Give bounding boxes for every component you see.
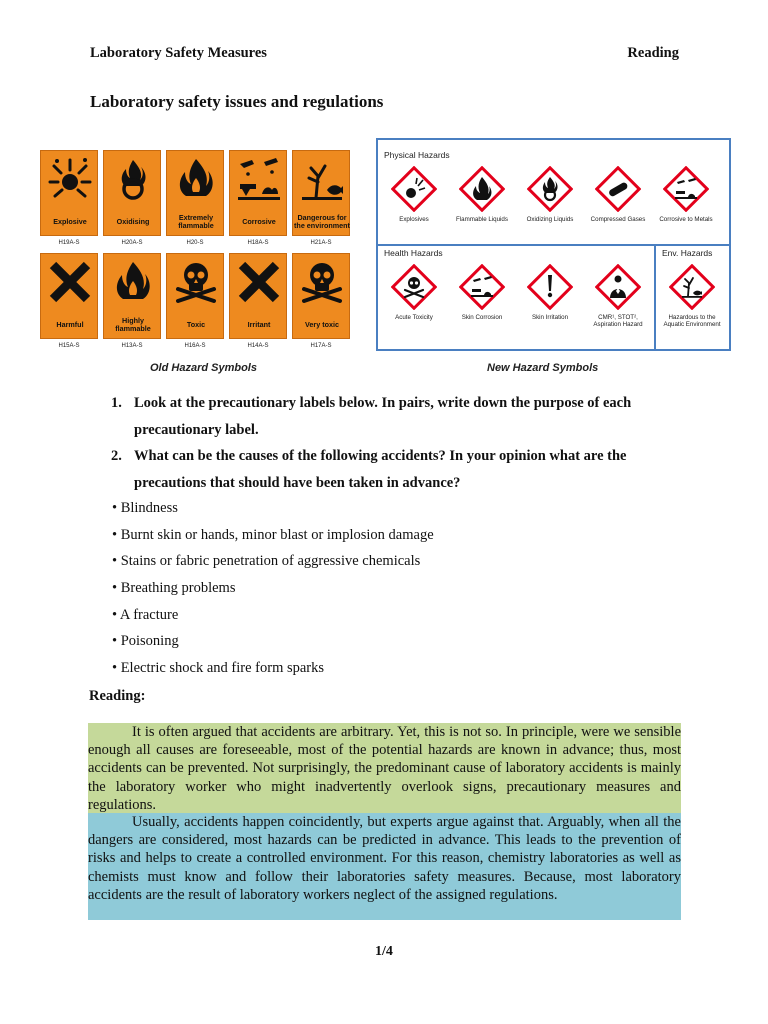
corrosion-icon	[236, 156, 282, 202]
page-title: Laboratory safety issues and regulations	[90, 92, 384, 111]
list-item: • Burnt skin or hands, minor blast or implosion damage	[112, 526, 434, 543]
old-symbol-highly-flammable	[103, 253, 161, 349]
ghs-compressed-gases	[586, 166, 650, 223]
ghs-label: Explosives	[399, 216, 429, 223]
paragraph-text: It is often argued that accidents are arbitrary. Yet, this is not so. In principle, were we sensible enough all causes are foreseeable, most of the potential hazards are known in advance; thus, most accidents can be prevented. Not surprisingly, the predominant cause of laboratory accidents is mainly the laboratory worker who might inadvertently overlook signs, precautionary measures and regulations.	[88, 724, 681, 813]
old-symbol-code: H20-S	[186, 240, 204, 246]
skull-crossbones-icon	[173, 259, 219, 305]
old-symbol-name: Very toxic	[305, 320, 339, 330]
list-item: • Blindness	[112, 500, 178, 516]
page-number: 1/4	[375, 944, 393, 959]
env-hazards-title: Env. Hazards	[662, 248, 713, 258]
old-symbol-code: H20A-S	[121, 240, 143, 246]
new-symbols-caption: New Hazard Symbols	[487, 362, 599, 374]
ghs-corrosive-to-metals	[654, 166, 718, 223]
flame-over-circle-icon	[110, 156, 156, 202]
corrosion-icon	[459, 264, 505, 310]
old-symbol-explosive	[40, 150, 98, 246]
ghs-aquatic-environment	[660, 264, 724, 328]
ghs-label: Oxidizing Liquids	[526, 216, 574, 223]
ghs-skin-irritation	[518, 264, 582, 321]
old-symbol-corrosive	[229, 150, 287, 246]
old-symbol-code: H14A-S	[247, 343, 269, 349]
old-symbol-name: Dangerous for the environment	[294, 213, 350, 230]
gas-cylinder-icon	[595, 166, 641, 212]
header-right: Reading	[627, 45, 679, 61]
question-2	[111, 443, 671, 497]
exploding-bomb-icon	[391, 166, 437, 212]
ghs-flammable-liquids	[450, 166, 514, 223]
reading-paragraph-2	[88, 813, 681, 920]
new-hazard-symbols	[376, 138, 731, 351]
old-symbol-name: Corrosive	[242, 217, 276, 227]
old-symbol-name: Oxidising	[116, 217, 150, 227]
skull-crossbones-icon	[391, 264, 437, 310]
section-divider	[654, 244, 656, 349]
old-symbol-harmful	[40, 253, 98, 349]
ghs-label: CMR¹, STOT², Aspiration Hazard	[593, 314, 643, 329]
header-left: Laboratory Safety Measures	[90, 45, 267, 61]
ghs-label: Acute Toxicity	[395, 314, 433, 321]
question-1	[111, 390, 671, 444]
list-item: • Stains or fabric penetration of aggressive chemicals	[112, 553, 421, 570]
list-item: • Breathing problems	[112, 580, 236, 597]
x-cross-icon	[236, 259, 282, 305]
corrosion-icon	[663, 166, 709, 212]
list-item: • Electric shock and fire form sparks	[112, 660, 325, 677]
health-hazard-icon	[595, 264, 641, 310]
old-hazard-symbols	[40, 150, 352, 355]
ghs-acute-toxicity	[382, 264, 446, 321]
old-symbol-name: Highly flammable	[115, 316, 151, 333]
question-text: What can be the causes of the following accidents? In your opinion what are the precautions that should have been taken in advance?	[134, 448, 627, 491]
ghs-health-hazard	[586, 264, 650, 328]
old-symbol-code: H19A-S	[58, 240, 80, 246]
old-symbol-name: Extremely flammable	[178, 213, 214, 230]
old-symbol-irritant	[229, 253, 287, 349]
x-cross-icon	[47, 259, 93, 305]
old-symbol-code: H17A-S	[310, 343, 332, 349]
flame-icon	[110, 259, 156, 305]
ghs-skin-corrosion	[450, 264, 514, 321]
old-symbol-extremely-flammable	[166, 150, 224, 246]
ghs-label: Corrosive to Metals	[659, 216, 713, 223]
reading-heading: Reading:	[89, 688, 146, 704]
old-symbol-name: Irritant	[247, 320, 271, 330]
ghs-oxidizing-liquids	[518, 166, 582, 223]
old-symbol-code: H21A-S	[310, 240, 332, 246]
old-symbol-oxidising	[103, 150, 161, 246]
old-symbols-caption: Old Hazard Symbols	[150, 362, 257, 374]
ghs-label: Compressed Gases	[590, 216, 646, 223]
list-item: • Poisoning	[112, 633, 179, 650]
reading-paragraph-1	[88, 723, 681, 813]
list-item: • A fracture	[112, 606, 179, 623]
health-hazards-title: Health Hazards	[384, 248, 443, 258]
old-symbol-name: Explosive	[53, 217, 87, 227]
flame-over-circle-icon	[527, 166, 573, 212]
question-number: 2.	[111, 448, 122, 464]
old-symbol-dangerous-for-environment	[292, 150, 350, 246]
ghs-label: Hazardous to the Aquatic Environment	[663, 314, 721, 329]
old-symbol-toxic	[166, 253, 224, 349]
old-symbol-code: H13A-S	[121, 343, 143, 349]
old-symbol-code: H16A-S	[184, 343, 206, 349]
old-symbol-very-toxic	[292, 253, 350, 349]
ghs-label: Skin Corrosion	[461, 314, 503, 321]
flame-icon	[459, 166, 505, 212]
flame-icon	[173, 156, 219, 202]
dead-tree-icon	[299, 156, 345, 202]
section-divider	[378, 244, 729, 246]
ghs-explosives	[382, 166, 446, 223]
old-symbol-code: H15A-S	[58, 343, 80, 349]
ghs-label: Skin Irritation	[531, 314, 569, 321]
exclamation-icon	[527, 264, 573, 310]
old-symbol-name: Harmful	[56, 320, 84, 330]
explosion-icon	[47, 156, 93, 202]
physical-hazards-title: Physical Hazards	[384, 150, 450, 160]
question-number: 1.	[111, 395, 122, 411]
accident-list	[112, 497, 672, 684]
old-symbol-code: H18A-S	[247, 240, 269, 246]
ghs-label: Flammable Liquids	[456, 216, 508, 223]
question-text: Look at the precautionary labels below. In pairs, write down the purpose of each precautionary label.	[134, 395, 632, 438]
old-symbol-name: Toxic	[186, 320, 206, 330]
paragraph-text: Usually, accidents happen coincidently, but experts argue against that. Arguably, when all the dangers are considered, most hazards can be predicted in advance. This leads to the prevention of risks and helps to create a controlled environment. For this reason, chemistry laboratories as well as chemists must know and follow their laboratories safety measures. Because, most laboratory accidents are the result of laboratory workers neglect of the assigned regulations.	[88, 814, 681, 903]
environment-icon	[669, 264, 715, 310]
skull-crossbones-icon	[299, 259, 345, 305]
